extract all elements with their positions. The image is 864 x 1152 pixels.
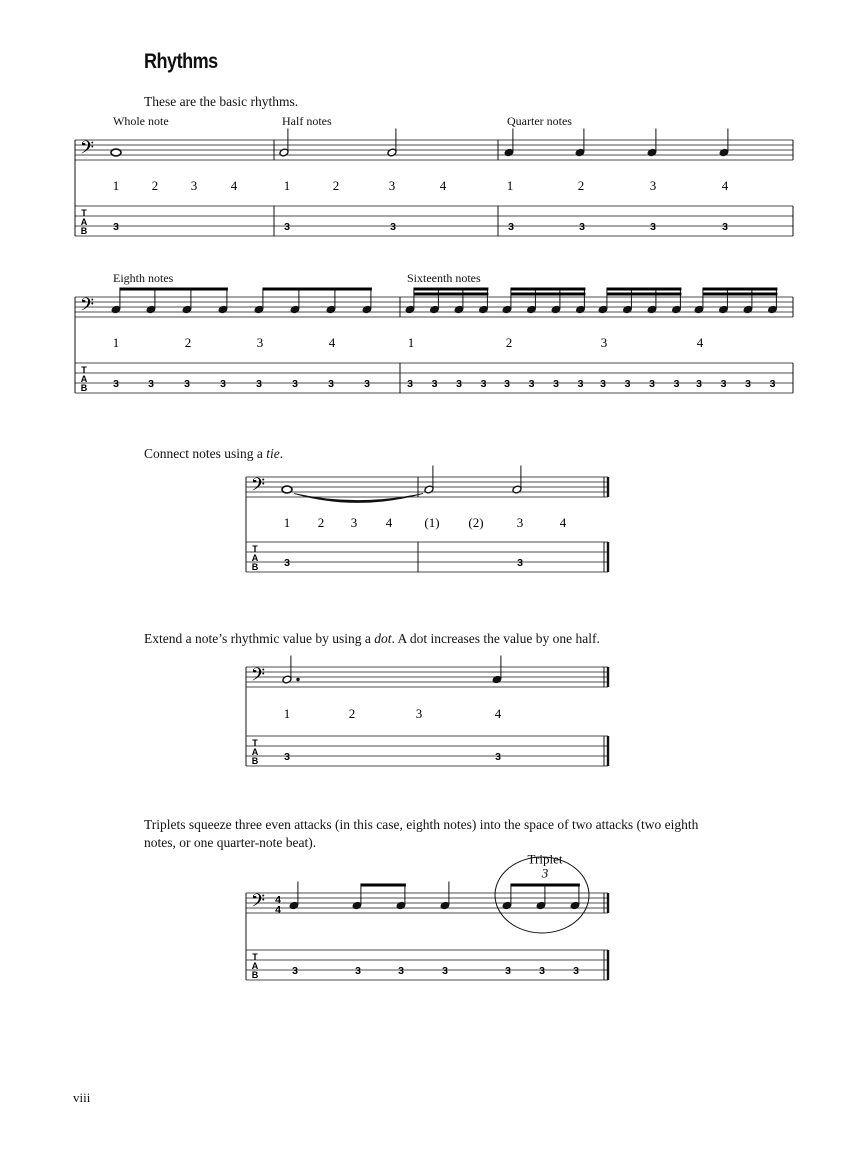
count-beat: (1) <box>424 515 440 530</box>
tab-fret-number: 3 <box>577 378 584 390</box>
eighth-beam <box>263 288 372 291</box>
tab-fret-number: 3 <box>184 378 190 390</box>
tab-fret-number: 3 <box>256 378 262 390</box>
count-beat-1: 1 <box>112 335 120 350</box>
count-beat-2: 2 <box>184 335 192 350</box>
count-beat-2: 2 <box>577 178 585 193</box>
sixteenth-beam-secondary <box>414 293 489 296</box>
sixteenth-beam-secondary <box>703 293 778 296</box>
tab-fret-number: 3 <box>504 378 510 390</box>
tab-fret-number: 3 <box>431 378 438 390</box>
tab-letter-t: T <box>81 208 87 218</box>
intro-text: These are the basic rhythms. <box>144 94 299 109</box>
count-beat: (2) <box>468 515 484 530</box>
tab-fret-number: 3 <box>508 221 514 233</box>
label-sixteenth-notes: Sixteenth notes <box>407 271 481 285</box>
tab-fret-number: 3 <box>517 557 523 569</box>
tie-term: tie <box>266 446 280 461</box>
tab-fret-number: 3 <box>220 378 226 390</box>
tab-letter-a: A <box>251 553 259 563</box>
tab-fret-number: 3 <box>649 378 655 390</box>
tab-fret-number: 3 <box>720 378 727 390</box>
tab-fret-number: 3 <box>456 378 462 390</box>
tab-letter-t: T <box>252 544 258 554</box>
triplet-beam <box>511 884 580 887</box>
sixteenth-beam-secondary <box>607 293 682 296</box>
tab-fret-number: 3 <box>292 965 298 977</box>
label-half-notes: Half notes <box>282 114 332 128</box>
tab-fret-number: 3 <box>113 221 119 233</box>
tab-fret-number: 3 <box>148 378 154 390</box>
tab-letter-b: B <box>251 970 259 980</box>
tab-letter-a: A <box>80 374 88 384</box>
count-beat: 2 <box>348 706 356 721</box>
count-beat-4: 4 <box>328 335 336 350</box>
triplet-explanation-line1: Triplets squeeze three even attacks (in this case, eighth notes) into the space of two attacks (two eighth <box>144 817 699 832</box>
count-beat-2: 2 <box>151 178 159 193</box>
tuplet-number: 3 <box>541 865 549 881</box>
count-beat-1: 1 <box>506 178 514 193</box>
time-signature-top: 4 <box>275 894 281 906</box>
count-beat-4: 4 <box>696 335 704 350</box>
count-beat: 3 <box>350 515 358 530</box>
tab-fret-number: 3 <box>673 378 680 390</box>
tab-letter-b: B <box>251 562 259 572</box>
tab-fret-number: 3 <box>355 965 361 977</box>
count-beat: 2 <box>317 515 325 530</box>
triplet-label: Triplet <box>527 851 563 867</box>
label-quarter-notes: Quarter notes <box>507 114 572 128</box>
tab-fret-number: 3 <box>442 965 448 977</box>
tab-fret-number: 3 <box>573 965 579 977</box>
bass-clef: 𝄢 <box>250 665 266 690</box>
eighth-beam <box>120 288 228 291</box>
page-title: Rhythms <box>144 50 218 73</box>
eighth-beam <box>361 884 406 887</box>
tab-letter-t: T <box>252 952 258 962</box>
dot-text-before: Extend a note’s rhythmic value by using a <box>144 631 375 646</box>
count-beat: 4 <box>559 515 567 530</box>
tab-fret-number: 3 <box>579 221 585 233</box>
tab-fret-number: 3 <box>553 378 559 390</box>
count-beat-1: 1 <box>112 178 120 193</box>
tab-fret-number: 3 <box>480 378 487 390</box>
tie-text-before: Connect notes using a <box>144 446 267 461</box>
tab-fret-number: 3 <box>390 221 396 233</box>
tab-letter-t: T <box>81 365 87 375</box>
tie-text-after: . <box>279 446 284 461</box>
label-eighth-notes: Eighth notes <box>113 271 174 285</box>
sixteenth-beam-primary <box>607 288 682 291</box>
count-beat-3: 3 <box>190 178 198 193</box>
count-beat-2: 2 <box>332 178 340 193</box>
tab-fret-number: 3 <box>495 751 501 763</box>
tab-letter-t: T <box>252 738 258 748</box>
tab-fret-number: 3 <box>284 221 290 233</box>
tab-fret-number: 3 <box>745 378 751 390</box>
whole-notehead <box>111 149 121 156</box>
sixteenth-beam-secondary <box>511 293 586 296</box>
count-beat: 1 <box>283 515 291 530</box>
tab-fret-number: 3 <box>624 378 631 390</box>
label-whole-note: Whole note <box>113 114 169 128</box>
count-beat-3: 3 <box>649 178 657 193</box>
sixteenth-beam-primary <box>703 288 778 291</box>
whole-notehead <box>282 486 292 493</box>
dot-term: dot <box>374 631 392 646</box>
tab-letter-b: B <box>80 226 88 236</box>
triplet-explanation-line2: notes, or one quarter-note beat). <box>144 835 317 850</box>
count-beat-1: 1 <box>283 178 291 193</box>
tab-fret-number: 3 <box>696 378 702 390</box>
count-beat-4: 4 <box>721 178 729 193</box>
bass-clef: 𝄢 <box>79 138 95 163</box>
bass-clef: 𝄢 <box>79 295 95 320</box>
count-beat-4: 4 <box>439 178 447 193</box>
page-number: viii <box>73 1090 91 1105</box>
count-beat: 3 <box>415 706 423 721</box>
tab-fret-number: 3 <box>650 221 656 233</box>
tab-fret-number: 3 <box>364 378 370 390</box>
count-beat-1: 1 <box>407 335 415 350</box>
count-beat-3: 3 <box>388 178 396 193</box>
count-beat: 4 <box>494 706 502 721</box>
count-beat: 1 <box>283 706 291 721</box>
tab-fret-number: 3 <box>539 965 545 977</box>
dot-text-after: . A dot increases the value by one half. <box>391 631 600 646</box>
bass-clef: 𝄢 <box>250 891 266 916</box>
tab-fret-number: 3 <box>284 557 290 569</box>
tab-fret-number: 3 <box>398 965 404 977</box>
tab-letter-b: B <box>80 383 88 393</box>
tab-fret-number: 3 <box>328 378 334 390</box>
tab-letter-b: B <box>251 756 259 766</box>
tab-fret-number: 3 <box>284 751 290 763</box>
tab-fret-number: 3 <box>407 378 413 390</box>
count-beat-4: 4 <box>230 178 238 193</box>
tab-letter-a: A <box>80 217 88 227</box>
sixteenth-beam-primary <box>414 288 489 291</box>
tab-fret-number: 3 <box>600 378 606 390</box>
tab-fret-number: 3 <box>292 378 298 390</box>
augmentation-dot <box>296 678 299 681</box>
tab-fret-number: 3 <box>722 221 728 233</box>
tab-fret-number: 3 <box>113 378 119 390</box>
sixteenth-beam-primary <box>511 288 586 291</box>
tab-fret-number: 3 <box>528 378 535 390</box>
tie-curve <box>294 494 423 503</box>
count-beat: 4 <box>385 515 393 530</box>
tab-letter-a: A <box>251 747 259 757</box>
bass-clef: 𝄢 <box>250 475 266 500</box>
count-beat-3: 3 <box>600 335 608 350</box>
count-beat-2: 2 <box>505 335 513 350</box>
count-beat-3: 3 <box>256 335 264 350</box>
time-signature-bottom: 4 <box>275 904 281 916</box>
tab-fret-number: 3 <box>769 378 776 390</box>
tab-letter-a: A <box>251 961 259 971</box>
tab-fret-number: 3 <box>505 965 511 977</box>
count-beat: 3 <box>516 515 524 530</box>
